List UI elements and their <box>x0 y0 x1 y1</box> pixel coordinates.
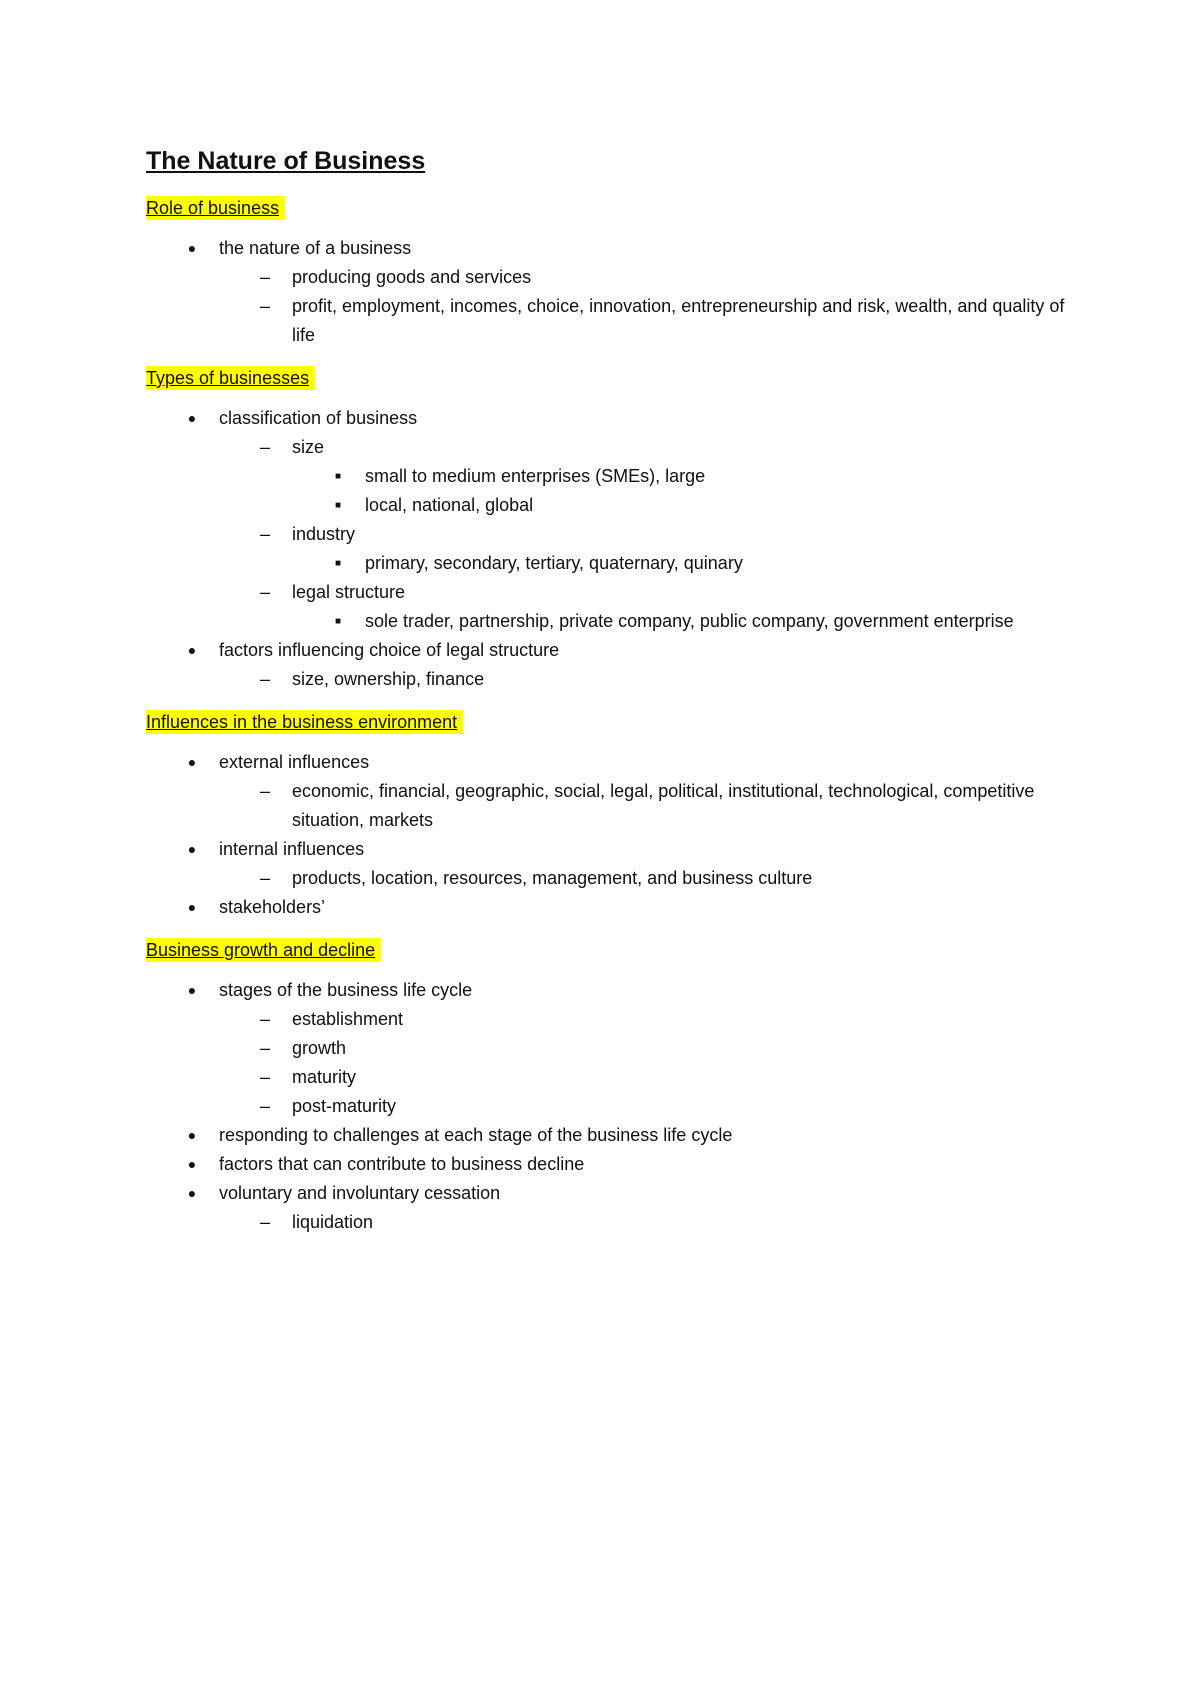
list-item-text: primary, secondary, tertiary, quaternary, quinary <box>365 553 743 573</box>
list-item <box>146 777 1076 835</box>
list-item <box>146 1179 1076 1208</box>
list-item-text: economic, financial, geographic, social, legal, political, institutional, technological, competitive situation, markets <box>292 781 1035 830</box>
dash-icon: – <box>259 1212 270 1232</box>
section <box>146 196 1076 350</box>
list-item <box>146 976 1076 1005</box>
bullet-icon: ● <box>187 1185 197 1201</box>
list-item-text: producing goods and services <box>292 267 532 287</box>
dash-icon: – <box>259 524 270 544</box>
bullet-icon: ● <box>187 841 197 857</box>
section-heading: Types of businesses <box>146 366 315 390</box>
list-item <box>146 263 1076 292</box>
list-item <box>146 433 1076 462</box>
square-icon: ■ <box>334 558 342 569</box>
bullet-icon: ● <box>187 642 197 658</box>
bullet-icon: ● <box>187 240 197 256</box>
list-item <box>146 292 1076 350</box>
bullet-list <box>146 976 1076 1237</box>
list-item <box>146 462 1076 491</box>
list-item-text: growth <box>292 1038 347 1058</box>
dash-icon: – <box>259 582 270 602</box>
section-heading: Influences in the business environment <box>146 710 463 734</box>
list-item-text: stages of the business life cycle <box>219 980 473 1000</box>
list-item-text: internal influences <box>219 839 365 859</box>
dash-icon: – <box>259 868 270 888</box>
list-item-text: liquidation <box>292 1212 374 1232</box>
list-item <box>146 520 1076 549</box>
square-icon: ■ <box>334 616 342 627</box>
list-item <box>146 1063 1076 1092</box>
list-item <box>146 893 1076 922</box>
dash-icon: – <box>259 1009 270 1029</box>
list-item <box>146 1150 1076 1179</box>
dash-icon: – <box>259 669 270 689</box>
list-item-text: legal structure <box>292 582 406 602</box>
bullet-list <box>146 234 1076 350</box>
list-item-text: profit, employment, incomes, choice, innovation, entrepreneurship and risk, wealth, and quality of life <box>292 296 1065 345</box>
dash-icon: – <box>259 267 270 287</box>
section <box>146 366 1076 694</box>
list-item-text: sole trader, partnership, private company, public company, government enterprise <box>365 611 1014 631</box>
section <box>146 938 1076 1237</box>
list-item-text: post-maturity <box>292 1096 397 1116</box>
dash-icon: – <box>259 437 270 457</box>
list-item <box>146 835 1076 864</box>
square-icon: ■ <box>334 500 342 511</box>
bullet-icon: ● <box>187 982 197 998</box>
page-title: The Nature of Business <box>146 147 426 175</box>
list-item-text: stakeholders’ <box>219 897 326 917</box>
list-item <box>146 234 1076 263</box>
dash-icon: – <box>259 1096 270 1116</box>
list-item <box>146 607 1076 636</box>
list-item-text: voluntary and involuntary cessation <box>219 1183 501 1203</box>
section-heading: Business growth and decline <box>146 938 381 962</box>
square-icon: ■ <box>334 471 342 482</box>
bullet-icon: ● <box>187 899 197 915</box>
document-body <box>146 146 1076 1253</box>
list-item <box>146 1092 1076 1121</box>
list-item <box>146 1005 1076 1034</box>
list-item <box>146 636 1076 665</box>
list-item-text: small to medium enterprises (SMEs), large <box>365 466 706 486</box>
list-item-text: classification of business <box>219 408 418 428</box>
list-item <box>146 1121 1076 1150</box>
bullet-icon: ● <box>187 754 197 770</box>
list-item <box>146 1208 1076 1237</box>
dash-icon: – <box>259 296 270 316</box>
dash-icon: – <box>259 781 270 801</box>
list-item <box>146 549 1076 578</box>
list-item-text: products, location, resources, management, and business culture <box>292 868 813 888</box>
list-item <box>146 404 1076 433</box>
list-item-text: size <box>292 437 325 457</box>
list-item-text: the nature of a business <box>219 238 412 258</box>
bullet-list <box>146 748 1076 922</box>
list-item-text: establishment <box>292 1009 404 1029</box>
list-item <box>146 864 1076 893</box>
list-item-text: industry <box>292 524 356 544</box>
section-heading: Role of business <box>146 196 285 220</box>
bullet-icon: ● <box>187 1156 197 1172</box>
list-item <box>146 665 1076 694</box>
list-item <box>146 578 1076 607</box>
dash-icon: – <box>259 1038 270 1058</box>
list-item-text: maturity <box>292 1067 357 1087</box>
section-list <box>146 196 1076 1237</box>
bullet-icon: ● <box>187 410 197 426</box>
list-item <box>146 1034 1076 1063</box>
list-item-text: factors influencing choice of legal structure <box>219 640 560 660</box>
bullet-list <box>146 404 1076 694</box>
list-item-text: size, ownership, finance <box>292 669 485 689</box>
dash-icon: – <box>259 1067 270 1087</box>
bullet-icon: ● <box>187 1127 197 1143</box>
list-item <box>146 491 1076 520</box>
list-item <box>146 748 1076 777</box>
list-item-text: factors that can contribute to business decline <box>219 1154 585 1174</box>
section <box>146 710 1076 922</box>
list-item-text: local, national, global <box>365 495 534 515</box>
list-item-text: external influences <box>219 752 370 772</box>
list-item-text: responding to challenges at each stage of the business life cycle <box>219 1125 733 1145</box>
